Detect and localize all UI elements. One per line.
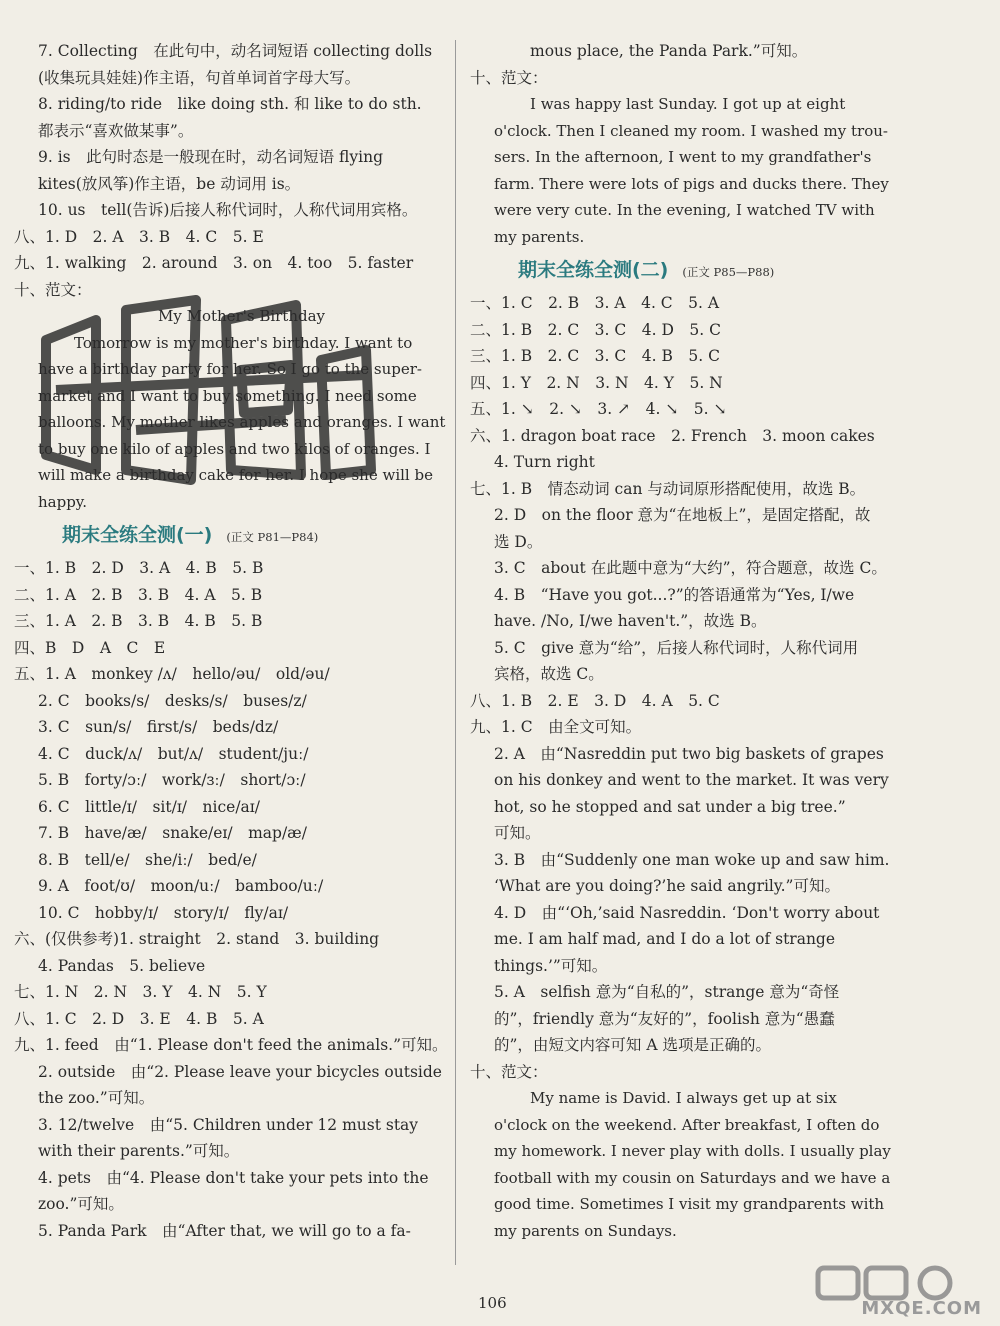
answer-line: on his donkey and went to the market. It was very xyxy=(494,771,889,789)
answer-line: will make a birthday cake for her. I hope she will be xyxy=(38,466,433,484)
answer-line: My Mother's Birthday xyxy=(158,307,326,325)
answer-line: 七、1. B 情态动词 can 与动词原形搭配使用，故选 B。 xyxy=(470,479,866,498)
answer-line: farm. There were lots of pigs and ducks there. They xyxy=(494,174,889,193)
section-page-ref: (正文 P85—P88) xyxy=(682,265,775,279)
answer-line: 5. Panda Park 由“After that, we will go to a fa- xyxy=(38,1221,411,1240)
answer-line: 三、1. B 2. C 3. C 4. B 5. C xyxy=(470,347,720,365)
answer-line: 2. C books/s/ desks/s/ buses/z/ xyxy=(38,691,307,710)
answer-line: 2. outside 由“2. Please leave your bicycles outside xyxy=(38,1062,442,1081)
answer-line: 9. is 此句时态是一般现在时，动名词短语 flying xyxy=(38,148,384,166)
answer-line: 九、1. feed 由“1. Please don't feed the animals.”可知。 xyxy=(14,1036,448,1054)
answer-line: 10. us tell(告诉)后接人称代词时，人称代词用宾格。 xyxy=(38,201,418,219)
answer-line: 2. D on the floor 意为“在地板上”，是固定搭配，故 xyxy=(494,506,871,524)
answer-line: 十、范文： xyxy=(14,280,92,299)
answer-line: 十、范文： xyxy=(470,68,548,87)
answer-line: things.’”可知。 xyxy=(494,956,608,975)
answer-line: Tomorrow is my mother's birthday. I want to xyxy=(74,333,413,352)
answer-line: my homework. I never play with dolls. I usually play xyxy=(494,1142,891,1160)
answer-line: 4. D 由“‘Oh,’said Nasreddin. ‘Don't worry about xyxy=(494,903,880,922)
answer-line: 二、1. A 2. B 3. B 4. A 5. B xyxy=(14,585,263,604)
answer-line: 6. C little/ɪ/ sit/ɪ/ nice/aɪ/ xyxy=(38,797,260,816)
answer-line: 十、范文： xyxy=(470,1062,548,1081)
answer-line: 4. C duck/ʌ/ but/ʌ/ student/juː/ xyxy=(38,744,309,763)
answer-line: 3. B 由“Suddenly one man woke up and saw him. xyxy=(494,850,890,869)
section-heading-final-test-1 xyxy=(14,515,444,555)
answer-line: 5. C give 意为“给”，后接人称代词时，人称代词用 xyxy=(494,638,859,657)
right-column xyxy=(470,38,900,1244)
answer-line: balloons. My mother likes apples and oranges. I want xyxy=(38,413,446,431)
answer-line: 九、1. walking 2. around 3. on 4. too 5. faster xyxy=(14,254,414,272)
page-number: 106 xyxy=(478,1294,507,1312)
answer-line: zoo.”可知。 xyxy=(38,1195,124,1213)
answer-line: o'clock. Then I cleaned my room. I washed my trou- xyxy=(494,121,888,140)
answer-line: 三、1. A 2. B 3. B 4. B 5. B xyxy=(14,612,263,630)
answer-line: 一、1. B 2. D 3. A 4. B 5. B xyxy=(14,559,264,577)
answer-line: 五、1. A monkey /ʌ/ hello/əu/ old/əu/ xyxy=(14,665,330,683)
answer-line: happy. xyxy=(38,492,88,511)
answer-line: my parents. xyxy=(494,227,585,246)
answer-line: good time. Sometimes I visit my grandparents with xyxy=(494,1195,885,1213)
section-heading-final-test-2 xyxy=(470,250,900,290)
section-title: 期末全练全测(二) xyxy=(518,259,669,281)
answer-line: kites(放风筝)作主语，be 动词用 is。 xyxy=(38,174,301,193)
answer-line: ‘What are you doing?’he said angrily.”可知。 xyxy=(494,877,840,895)
answer-line: 7. Collecting 在此句中，动名词短语 collecting dolls xyxy=(38,42,433,60)
answer-line: 一、1. C 2. B 3. A 4. C 5. A xyxy=(470,294,720,312)
answer-line: with their parents.”可知。 xyxy=(38,1142,240,1160)
answer-line: my parents on Sundays. xyxy=(494,1221,677,1240)
answer-line: to buy one kilo of apples and two kilos of oranges. I xyxy=(38,439,431,458)
left-answers-bottom xyxy=(14,555,448,1244)
answer-line: football with my cousin on Saturdays and we have a xyxy=(494,1168,891,1187)
answer-line: 选 D。 xyxy=(494,532,543,551)
section-title: 期末全练全测(一) xyxy=(62,524,213,546)
answer-line: 3. 12/twelve 由“5. Children under 12 must stay xyxy=(38,1115,419,1134)
answer-line: 五、1. ↘ 2. ↘ 3. ↗ 4. ↘ 5. ↘ xyxy=(470,400,727,418)
answer-line: 可知。 xyxy=(494,824,541,842)
answer-line: market and I want to buy something. I need some xyxy=(38,386,417,405)
answer-line: 4. B “Have you got...?”的答语通常为“Yes, I/we xyxy=(494,585,855,604)
answer-line: 七、1. N 2. N 3. Y 4. N 5. Y xyxy=(14,983,267,1001)
answer-line: 2. A 由“Nasreddin put two big baskets of grapes xyxy=(494,744,884,763)
answer-line: have. /No, I/we haven't.”，故选 B。 xyxy=(494,612,767,630)
answer-line: (收集玩具娃娃)作主语，句首单词首字母大写。 xyxy=(38,68,361,87)
answer-line: 九、1. C 由全文可知。 xyxy=(470,718,642,736)
answer-line: me. I am half mad, and I do a lot of strange xyxy=(494,930,836,948)
answer-line: hot, so he stopped and sat under a big tree.” xyxy=(494,797,846,816)
right-answers-bottom xyxy=(470,290,900,1244)
answer-line: o'clock on the weekend. After breakfast, I often do xyxy=(494,1115,880,1134)
answer-line: 六、1. dragon boat race 2. French 3. moon cakes xyxy=(470,426,875,445)
left-column xyxy=(14,38,448,1244)
answer-line: 10. C hobby/ɪ/ story/ɪ/ fly/aɪ/ xyxy=(38,903,289,922)
answer-line: sers. In the afternoon, I went to my grandfather's xyxy=(494,148,872,166)
answer-line: 7. B have/æ/ snake/eɪ/ map/æ/ xyxy=(38,824,307,842)
answer-line: 二、1. B 2. C 3. C 4. D 5. C xyxy=(470,320,721,339)
answer-line: 4. pets 由“4. Please don't take your pets into the xyxy=(38,1168,429,1187)
right-answers-top xyxy=(470,38,900,250)
answer-line: the zoo.”可知。 xyxy=(38,1089,155,1107)
answer-line: were very cute. In the evening, I watched TV with xyxy=(494,201,875,219)
answer-line: 5. A selfish 意为“自私的”，strange 意为“奇怪 xyxy=(494,983,840,1001)
answer-line: I was happy last Sunday. I got up at eight xyxy=(530,95,846,113)
answer-line: 四、1. Y 2. N 3. N 4. Y 5. N xyxy=(470,373,723,392)
left-answers-top xyxy=(14,38,444,515)
watermark-text: MXQE.COM xyxy=(861,1298,982,1319)
answer-line: 宾格，故选 C。 xyxy=(494,665,604,683)
answer-line: 的”，friendly 意为“友好的”，foolish 意为“愚蠢 xyxy=(494,1009,835,1028)
answer-line: 四、B D A C E xyxy=(14,638,166,657)
answer-line: 八、1. B 2. E 3. D 4. A 5. C xyxy=(470,691,720,710)
answer-line: 八、1. C 2. D 3. E 4. B 5. A xyxy=(14,1009,264,1028)
answer-line: 六、(仅供参考)1. straight 2. stand 3. building xyxy=(14,930,380,948)
answer-line: 8. riding/to ride like doing sth. 和 like to do sth. xyxy=(38,95,422,113)
answer-line: 八、1. D 2. A 3. B 4. C 5. E xyxy=(14,227,264,246)
answer-line: have a birthday party for her. So I go to the super- xyxy=(38,360,422,378)
answer-line: 4. Turn right xyxy=(494,453,595,471)
answer-line: 3. C about 在此题中意为“大约”，符合题意，故选 C。 xyxy=(494,559,887,577)
answer-line: 5. B forty/ɔː/ work/ɜː/ short/ɔː/ xyxy=(38,771,306,789)
answer-line: My name is David. I always get up at six xyxy=(530,1089,837,1107)
answer-line: mous place, the Panda Park.”可知。 xyxy=(530,42,808,60)
answer-line: 8. B tell/e/ she/iː/ bed/e/ xyxy=(38,850,257,869)
answer-line: 的”，由短文内容可知 A 选项是正确的。 xyxy=(494,1036,771,1054)
answer-line: 4. Pandas 5. believe xyxy=(38,956,206,975)
answer-line: 9. A foot/ʊ/ moon/uː/ bamboo/uː/ xyxy=(38,877,324,895)
column-divider xyxy=(455,40,456,1265)
answer-line: 都表示“喜欢做某事”。 xyxy=(38,121,194,140)
answer-line: 3. C sun/s/ first/s/ beds/dz/ xyxy=(38,718,279,736)
section-page-ref: (正文 P81—P84) xyxy=(226,530,319,544)
